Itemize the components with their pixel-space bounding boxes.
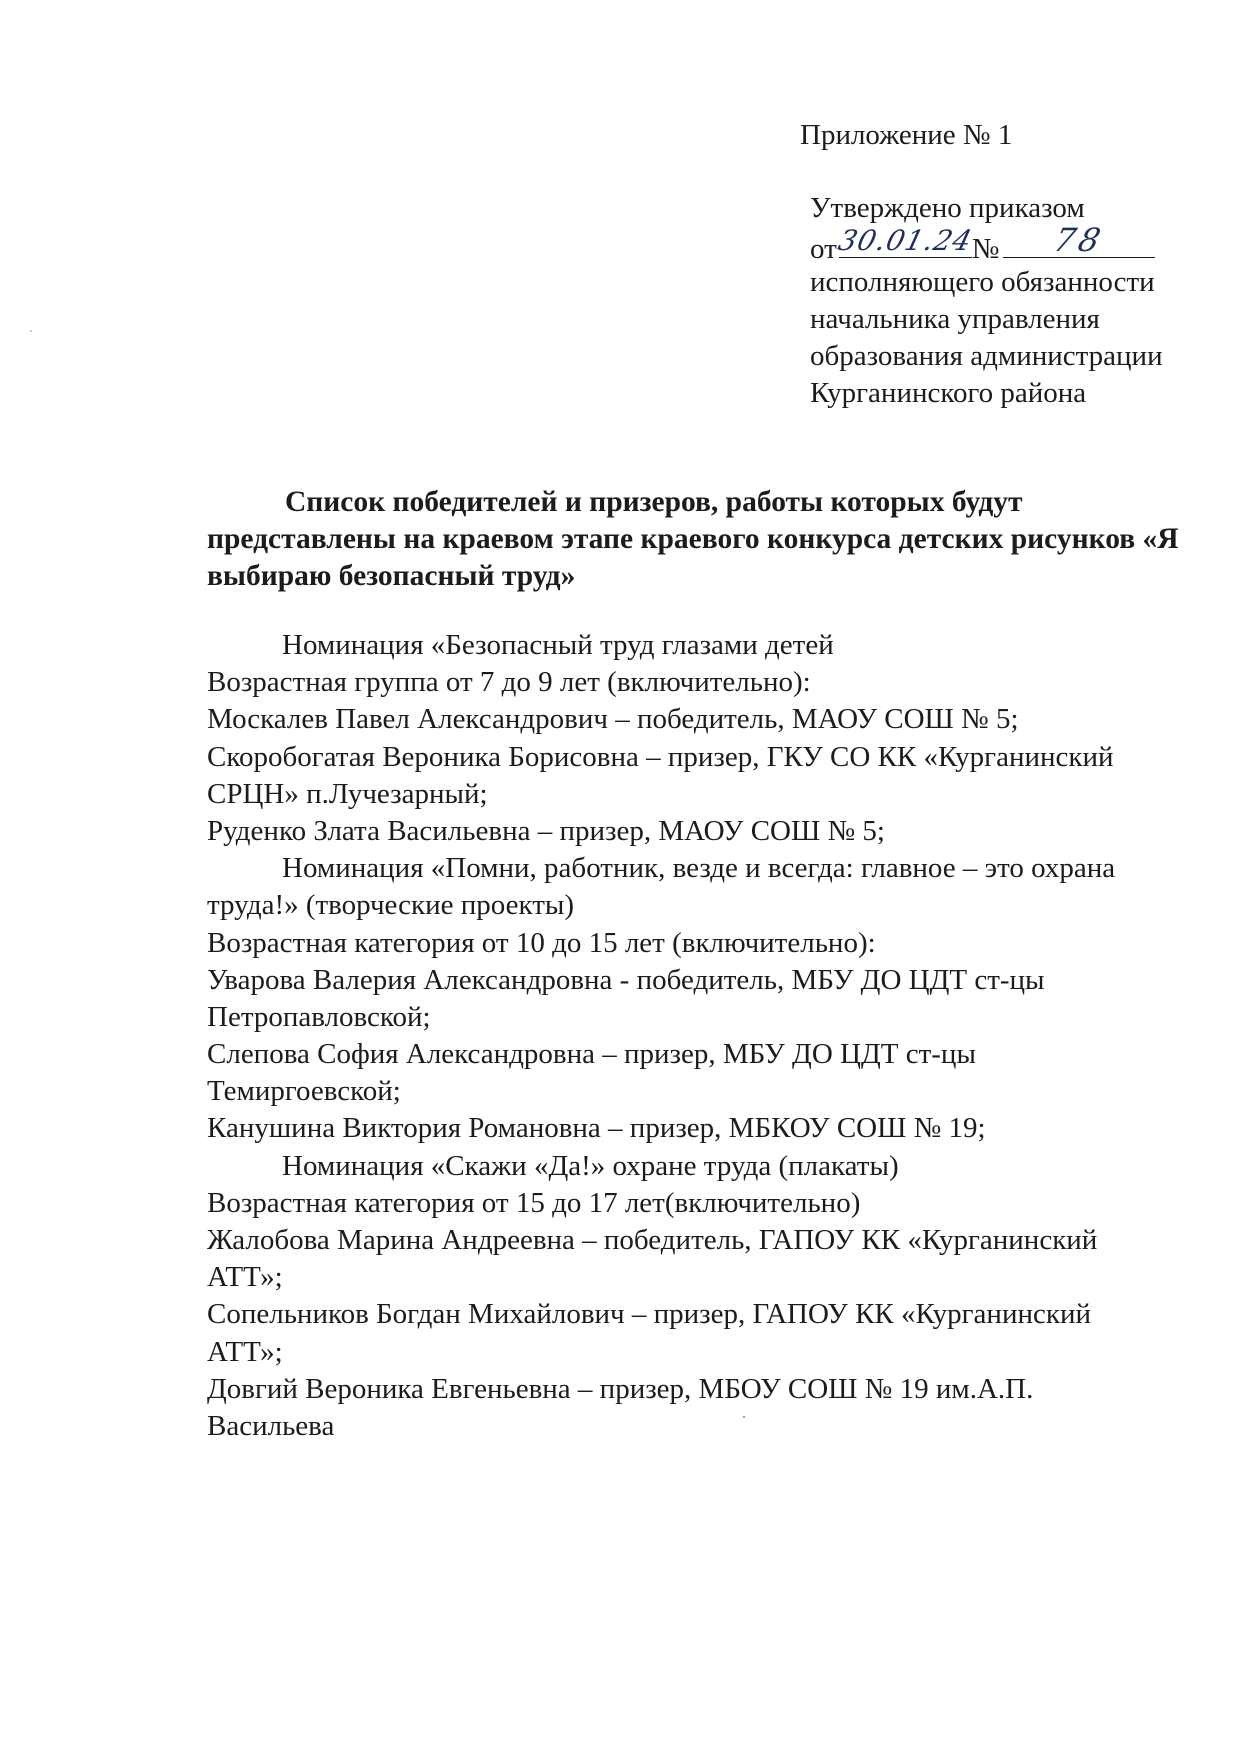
winner-entry: Сопельников Богдан Михайлович – призер, ГАПОУ КК «Курганинский bbox=[207, 1298, 1091, 1331]
issuer-line: Курганинского района bbox=[810, 377, 1087, 409]
winner-entry: Уварова Валерия Александровна - победитель, МБУ ДО ЦДТ ст-цы bbox=[207, 963, 1045, 996]
order-date-field bbox=[834, 224, 976, 258]
title-line: выбираю безопасный труд» bbox=[207, 560, 576, 592]
winner-entry-continuation: АТТ»; bbox=[207, 1335, 283, 1368]
winner-entry: Скоробогатая Вероника Борисовна – призер, ГКУ СО КК «Курганинский bbox=[207, 740, 1114, 773]
age-group-line: Возрастная группа от 7 до 9 лет (включительно): bbox=[207, 666, 811, 699]
approved-by-order-line: Утверждено приказом bbox=[810, 192, 1085, 224]
winner-entry: Жалобова Марина Андреевна – победитель, ГАПОУ КК «Курганинский bbox=[207, 1224, 1098, 1256]
order-number-label: № bbox=[971, 233, 1000, 265]
winner-entry: Москалев Павел Александрович – победитель, МАОУ СОШ № 5; bbox=[207, 703, 1019, 736]
appendix-label: Приложение № 1 bbox=[800, 119, 1013, 151]
issuer-line: начальника управления bbox=[810, 303, 1100, 335]
age-group-line: Возрастная категория от 15 до 17 лет(включительно) bbox=[207, 1186, 861, 1219]
winner-entry-continuation: Петропавловской; bbox=[207, 1000, 431, 1033]
winners-list bbox=[207, 627, 1167, 1445]
nomination-heading: Номинация «Помни, работник, везде и всегда: главное – это охрана bbox=[282, 852, 1116, 885]
order-number-field bbox=[1003, 221, 1155, 259]
winner-entry: Руденко Злата Васильевна – призер, МАОУ СОШ № 5; bbox=[207, 814, 885, 847]
title-line: Список победителей и призеров, работы которых будут bbox=[285, 486, 1023, 518]
document-title bbox=[207, 484, 1179, 595]
winner-entry: Довгий Вероника Евгеньевна – призер, МБОУ СОШ № 19 им.А.П. bbox=[207, 1372, 1034, 1405]
issuer-line: исполняющего обязанности bbox=[810, 266, 1155, 298]
approval-block bbox=[810, 190, 1163, 412]
scan-speck bbox=[743, 1416, 745, 1418]
nomination-heading-continuation: труда!» (творческие проекты) bbox=[207, 889, 575, 922]
order-number-handwritten: 78 bbox=[1050, 221, 1109, 259]
winner-entry-continuation: АТТ»; bbox=[207, 1261, 283, 1294]
winner-entry-continuation: СРЦН» п.Лучезарный; bbox=[207, 777, 488, 810]
order-date-number-line bbox=[810, 221, 1163, 265]
order-prefix: от bbox=[810, 233, 837, 265]
winner-entry: Канушина Виктория Романовна – призер, МБКОУ СОШ № 19; bbox=[207, 1112, 986, 1145]
title-line: представлены на краевом этапе краевого конкурса детских рисунков «Я bbox=[207, 523, 1179, 555]
winner-entry-continuation: Темиргоевской; bbox=[207, 1075, 401, 1108]
winner-entry-continuation: Васильева bbox=[207, 1409, 335, 1442]
scan-speck bbox=[30, 330, 32, 332]
nomination-heading: Номинация «Скажи «Да!» охране труда (плакаты) bbox=[282, 1149, 899, 1182]
nomination-heading: Номинация «Безопасный труд глазами детей bbox=[282, 629, 834, 661]
winner-entry: Слепова София Александровна – призер, МБУ ДО ЦДТ ст-цы bbox=[207, 1038, 976, 1071]
age-group-line: Возрастная категория от 10 до 15 лет (включительно): bbox=[207, 926, 876, 959]
issuer-line: образования администрации bbox=[810, 340, 1163, 372]
order-date-handwritten: 30.01.24 bbox=[834, 224, 976, 257]
